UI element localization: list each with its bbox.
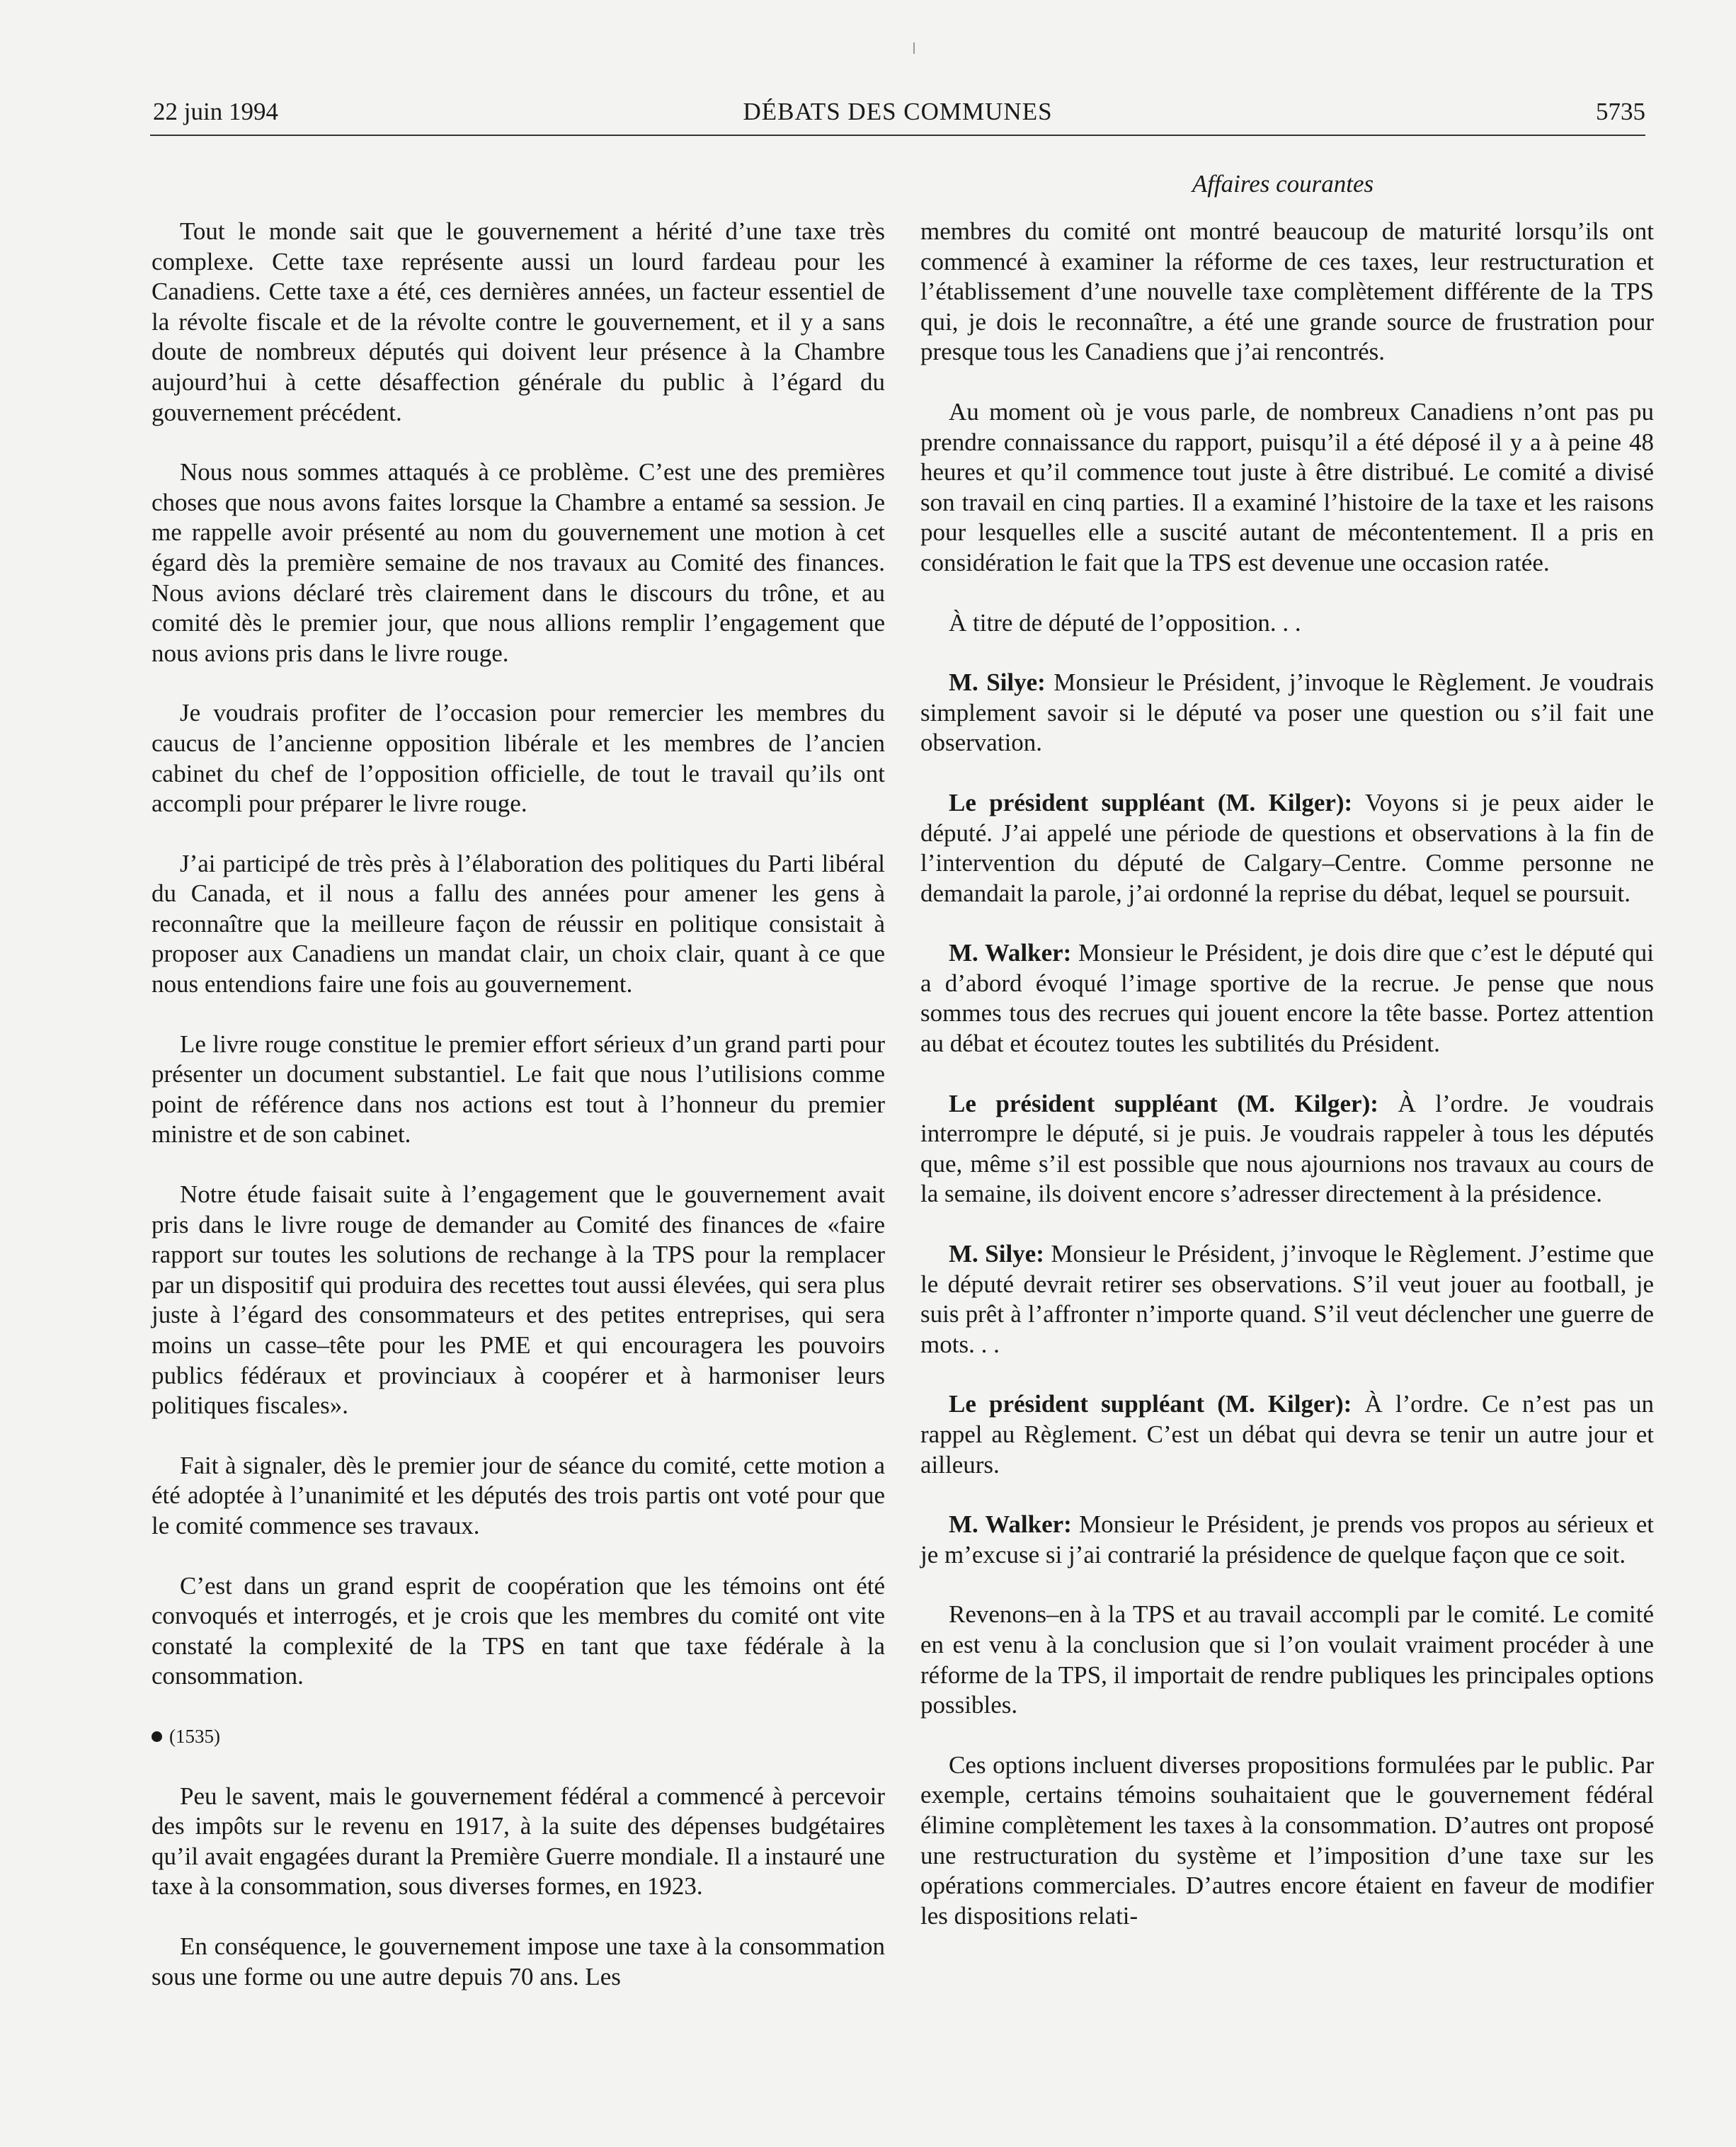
- scan-mark: [913, 42, 915, 54]
- speech-text: Monsieur le Président, j’invoque le Règlement. Je voudrais simplement savoir si le député va poser une question ou s’il fait une observation.: [920, 668, 1654, 757]
- header-date: 22 juin 1994: [153, 98, 278, 125]
- speech-text: Monsieur le Président, je dois dire que c’est le député qui a d’abord évoqué l’image sportive de la recrue. Je pense que nous sommes tous des recrues qui jouent encore la tête basse. Portez attention au débat et écoutez toutes les subtilités du Président.: [920, 939, 1654, 1058]
- speech: [920, 1510, 1654, 1570]
- left-column: [152, 217, 885, 2022]
- time-marker-label: (1535): [169, 1725, 220, 1747]
- speech-text: Voyons si je peux aider le député. J’ai appelé une période de questions et observations à la fin de l’intervention du député de Calgary–Centre. Comme personne ne demandait la parole, j’ai ordonné la reprise du débat, lequel se poursuit.: [920, 788, 1654, 907]
- speech: [920, 938, 1654, 1059]
- speaker-name: M. Walker:: [949, 939, 1072, 967]
- time-marker: [152, 1721, 885, 1752]
- speaker-name: M. Silye:: [949, 668, 1046, 697]
- paragraph: J’ai participé de très près à l’élaboration des politiques du Parti libéral du Canada, et il nous a fallu des années pour amener les gens à reconnaître que la meilleure façon de réussir en politique consistait à proposer aux Canadiens un mandat clair, un choix clair, quant à ce que nous entendions faire une fois au gouvernement.: [152, 849, 885, 998]
- speech: [920, 668, 1654, 758]
- paragraph: Je voudrais profiter de l’occasion pour remercier les membres du caucus de l’ancienne opposition libérale et les membres de l’ancien cabinet du chef de l’opposition officielle, de tout le travail qu’ils ont accompli pour préparer le livre rouge.: [152, 699, 885, 818]
- speech-text: À l’ordre. Ce n’est pas un rappel au Règlement. C’est un débat qui devra se tenir un autre jour et ailleurs.: [920, 1390, 1654, 1479]
- paragraph: À titre de député de l’opposition. . .: [949, 608, 1301, 637]
- speech-text: À l’ordre. Je voudrais interrompre le député, si je puis. Je voudrais rappeler à tous les députés que, même s’il est possible que nous ajournions nos travaux au cours de la semaine, ils doivent encore s’adresser directement à la présidence.: [920, 1089, 1654, 1208]
- right-column: [920, 217, 1654, 1961]
- paragraph: Notre étude faisait suite à l’engagement que le gouvernement avait pris dans le livre rouge de demander au Comité des finances de «faire rapport sur toutes les solutions de rechange à la TPS pour la remplacer par un dispositif qui produira des recettes tout aussi élevées, qui sera plus juste à l’égard des consommateurs et des petites entreprises, qui sera moins un casse–tête pour les PME et qui encouragera les pouvoirs publics fédéraux et provinciaux à coopérer et à harmoniser leurs politiques fiscales».: [152, 1180, 885, 1420]
- paragraph-continuation: membres du comité ont montré beaucoup de maturité lorsqu’ils ont commencé à examiner la réforme de ces taxes, leur restructuration et l’établissement d’une nouvelle taxe complètement différente de la TPS qui, je dois le reconnaître, a été une grande source de frustration pour presque tous les Canadiens que j’ai rencontrés.: [920, 217, 1654, 366]
- speech-text: Monsieur le Président, je prends vos propos au sérieux et je m’excuse si j’ai contrarié la présidence de quelque façon que ce soit.: [920, 1510, 1654, 1568]
- paragraph: Peu le savent, mais le gouvernement fédéral a commencé à percevoir des impôts sur le revenu en 1917, à la suite des dépenses budgétaires qu’il avait engagées durant la Première Guerre mondiale. Il a instauré une taxe à la consommation, sous diverses formes, en 1923.: [152, 1782, 885, 1901]
- paragraph: Fait à signaler, dès le premier jour de séance du comité, cette motion a été adoptée à l’unanimité et les députés des trois partis ont voté pour que le comité commence ses travaux.: [152, 1451, 885, 1539]
- speech: [920, 1389, 1654, 1480]
- speaker-name: Le président suppléant (M. Kilger):: [949, 1089, 1378, 1117]
- speaker-name: M. Walker:: [949, 1510, 1072, 1539]
- speech-text: Monsieur le Président, j’invoque le Règlement. J’estime que le député devrait retirer ses observations. S’il veut jouer au football, je suis prêt à l’affronter n’importe quand. S’il veut déclencher une guerre de mots. . .: [920, 1240, 1654, 1358]
- paragraph: Au moment où je vous parle, de nombreux Canadiens n’ont pas pu prendre connaissance du rapport, puisqu’il a été déposé il y a à peine 48 heures et qu’il commence tout juste à être distribué. Le comité a divisé son travail en cinq parties. Il a examiné l’histoire de la taxe et les raisons pour lesquelles elle a suscité autant de mécontentement. Il a pris en considération le fait que la TPS est devenue une occasion ratée.: [920, 397, 1654, 576]
- header-title: DÉBATS DES COMMUNES: [743, 98, 1053, 125]
- paragraph: Ces options incluent diverses propositions formulées par le public. Par exemple, certains témoins souhaitaient que le gouvernement fédéral élimine complètement les taxes à la consommation. D’autres ont proposé une restructuration du système et l’imposition d’une taxe sur les opérations commerciales. D’autres encore étaient en faveur de modifier les dispositions relati-: [920, 1750, 1654, 1930]
- paragraph: C’est dans un grand esprit de coopération que les témoins ont été convoqués et interrogés, et je crois que les membres du comité ont vite constaté la complexité de la TPS en tant que taxe fédérale à la consommation.: [152, 1571, 885, 1690]
- paragraph: Tout le monde sait que le gouvernement a hérité d’une taxe très complexe. Cette taxe représente aussi un lourd fardeau pour les Canadiens. Cette taxe a été, ces dernières années, un facteur essentiel de la révolte fiscale et de la révolte contre le gouvernement, et il y a sans doute de nombreux députés qui doivent leur présence à la Chambre aujourd’hui à cette désaffection générale du public à l’égard du gouvernement précédent.: [152, 217, 885, 426]
- page-number: 5735: [1596, 98, 1645, 125]
- speech: [920, 788, 1654, 909]
- speaker-name: Le président suppléant (M. Kilger):: [949, 788, 1353, 816]
- paragraph: En conséquence, le gouvernement impose une taxe à la consommation sous une forme ou une autre depuis 70 ans. Les: [152, 1932, 885, 1991]
- bullet-icon: [152, 1731, 162, 1742]
- paragraph: Nous nous sommes attaqués à ce problème. C’est une des premières choses que nous avons faites lorsque la Chambre a entamé sa session. Je me rappelle avoir présenté au nom du gouvernement une motion à cet égard dès la première semaine de nos travaux au Comité des finances. Nous avions déclaré très clairement dans le discours du trône, et au comité dès le premier jour, que nous allions remplir l’engagement que nous avions pris dans le livre rouge.: [152, 458, 885, 667]
- speech: [920, 1089, 1654, 1209]
- speaker-name: M. Silye:: [949, 1240, 1044, 1268]
- page-header: [150, 98, 1645, 136]
- speech: [920, 1239, 1654, 1360]
- paragraph: Revenons–en à la TPS et au travail accompli par le comité. Le comité en est venu à la conclusion que si l’on voulait vraiment procéder à une réforme de la TPS, il importait de rendre publiques les principales options possibles.: [920, 1600, 1654, 1719]
- section-title: Affaires courantes: [1192, 170, 1374, 198]
- paragraph: Le livre rouge constitue le premier effort sérieux d’un grand parti pour présenter un document substantiel. Le fait que nous l’utilisions comme point de référence dans nos actions est tout à l’honneur du premier ministre et de son cabinet.: [152, 1030, 885, 1149]
- speaker-name: Le président suppléant (M. Kilger):: [949, 1390, 1352, 1418]
